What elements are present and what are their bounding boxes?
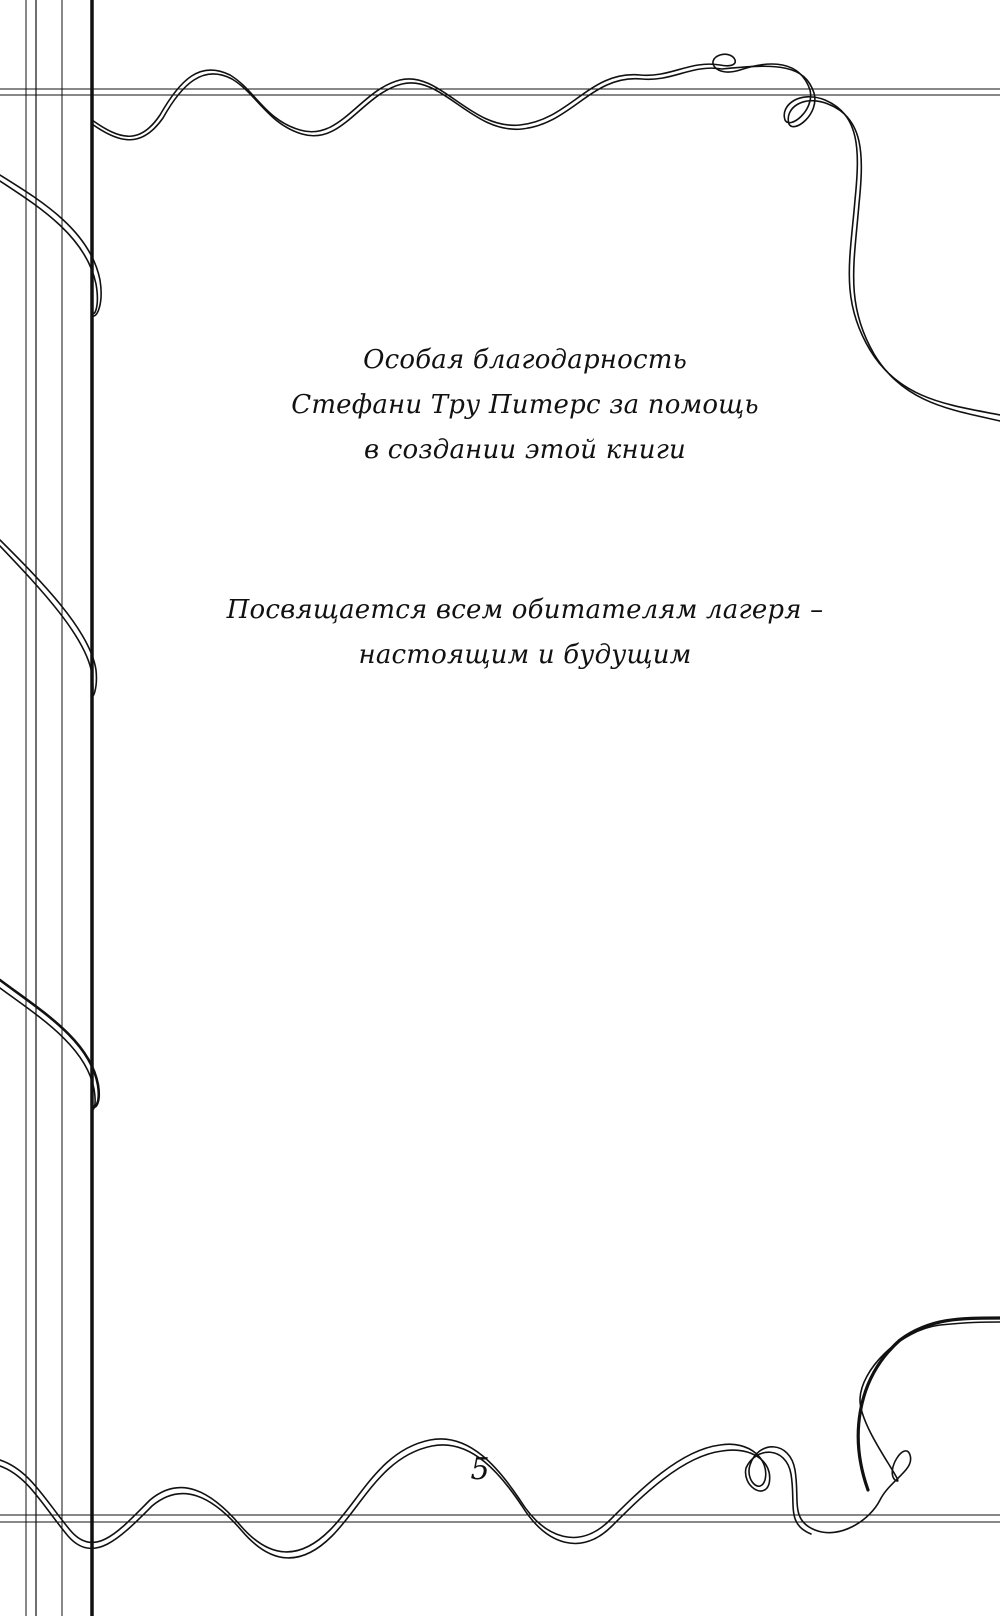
- page-number: 5: [470, 1452, 490, 1487]
- dedication-line: настоящим и будущим: [358, 640, 692, 670]
- acknowledgement-line: Особая благодарность: [363, 345, 687, 375]
- acknowledgement-block: [0, 338, 1000, 473]
- dedication-block: [0, 588, 1000, 678]
- acknowledgement-line: в создании этой книги: [363, 435, 686, 465]
- dedication-line: Посвящается всем обитателям лагеря –: [226, 595, 824, 625]
- acknowledgement-line: Стефани Тру Питерс за помощь: [291, 390, 759, 420]
